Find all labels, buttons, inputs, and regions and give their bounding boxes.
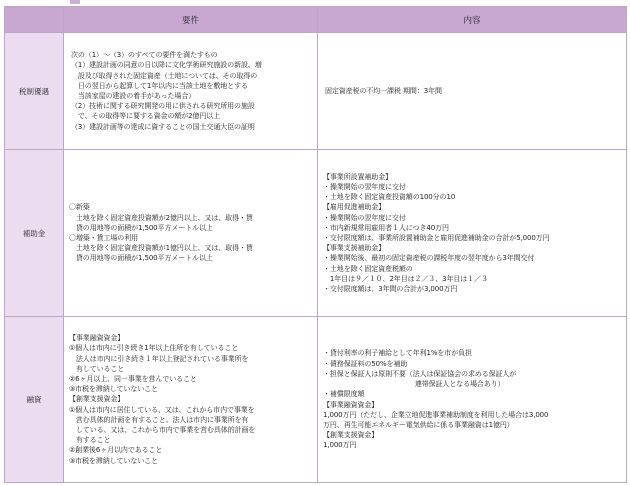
content-subsidy-text: 【事業所設置補助金】 ・操業開始の翌年度に交付 ・土地を除く固定資産投資額の100分の10 【雇用促進補助金】 ・操業開始の翌年度に交付 ・市内新規常用雇用者１人につき40万円 ・交付限度額は、事業所設置補助金と雇用促進補助金の合計が5,000万円 【事業支援補助金】 ・操業開始後、最初の固定資産税の課税年度の翌年度から3年間交付 ・土地を除く固定資産税額の 1年目は９／１０、2年目は２／３、3年目は１／３ ・交付限度額は、3年間の合計が3,000万円 — [323, 172, 550, 294]
category-tax: 税制優遇 — [5, 33, 64, 150]
content-loan-text: ・貸付利率の利子補給として年利1%を市が負担 ・債務保証料の50%を補助 ・担保と保証人は原則不要（法人は保証協会の求める保証人が 連帯保証人となる場合あり） ・補償限度額 【事業融資資金】 1,000万円（ただし、企業立地促進事業補助制度を利用した場合は3,000 万円、再生可能エネルギー電気供給に係る事業融資は1億円） 【創業支援資金】 1,000万円 — [323, 349, 549, 450]
content-loan-cell — [318, 317, 627, 483]
header-requirements: 要件 — [64, 7, 318, 33]
table-header-row — [5, 7, 627, 33]
requirements-loan-cell — [64, 317, 318, 483]
header-category — [5, 7, 64, 33]
incentive-table — [4, 6, 627, 483]
content-subsidy-cell — [318, 150, 627, 317]
category-subsidy: 補助金 — [5, 150, 64, 317]
requirements-tax-text: 次の（1）〜（3）のすべての要件を満たすもの （1）建設計画の同意の日以降に文化学術研究施設の新設、増 設及び取得された固定資産（土地については、その取得の 日の翌日から起算して1年以内に当該土地を敷地とする 当該家屋の建設の着手があった場合） （2）技術に関する研究開発の用に供される研究所用の施設 で、その取得等に要する資金の額が2億円以上 （3）建設計画等の達成に資することの国土交通大臣の証明 — [71, 51, 262, 131]
table-row-tax — [5, 33, 627, 150]
content-tax-cell — [318, 33, 627, 150]
header-content: 内容 — [318, 7, 627, 33]
content-tax-text: 固定資産税の不均一課税 期間：3年間 — [325, 86, 442, 95]
category-loan: 融資 — [5, 317, 64, 483]
requirements-tax-cell — [64, 33, 318, 150]
header-accent-bar — [70, 0, 80, 4]
requirements-subsidy-cell — [64, 150, 318, 317]
table-row-subsidy — [5, 150, 627, 317]
requirements-subsidy-text: 〇新築 土地を除く固定資産投資額が2億円以上、又は、取得・賃 貸の用地等の面積が1,500平方メートル以上 〇増築・賃工場の利用 土地を除く固定資産投資額が1億円以上、又は、取得・賃 貸の用地等の面積が1,500平方メートル以上 — [69, 203, 253, 263]
requirements-loan-text: 【事業融資資金】 ①個人は市内に引き続き1年以上住所を有していること 法人は市内に引き続き１年以上登記されている事業所を 有していること ②6ヶ月以上、同一事業を営んでいること ③市税を滞納していないこと 【創業支援資金】 ①個人は市内に居住している、又は、これから市内で事業を 営む具体的計画を有すること。法人は市内に事業所を有 している、又は、これから市内で事業を営む具体的計画を 有すること ②創業後6ヶ月以内であること ③市税を滞納していないこと — [69, 334, 256, 465]
table-row-loan — [5, 317, 627, 483]
